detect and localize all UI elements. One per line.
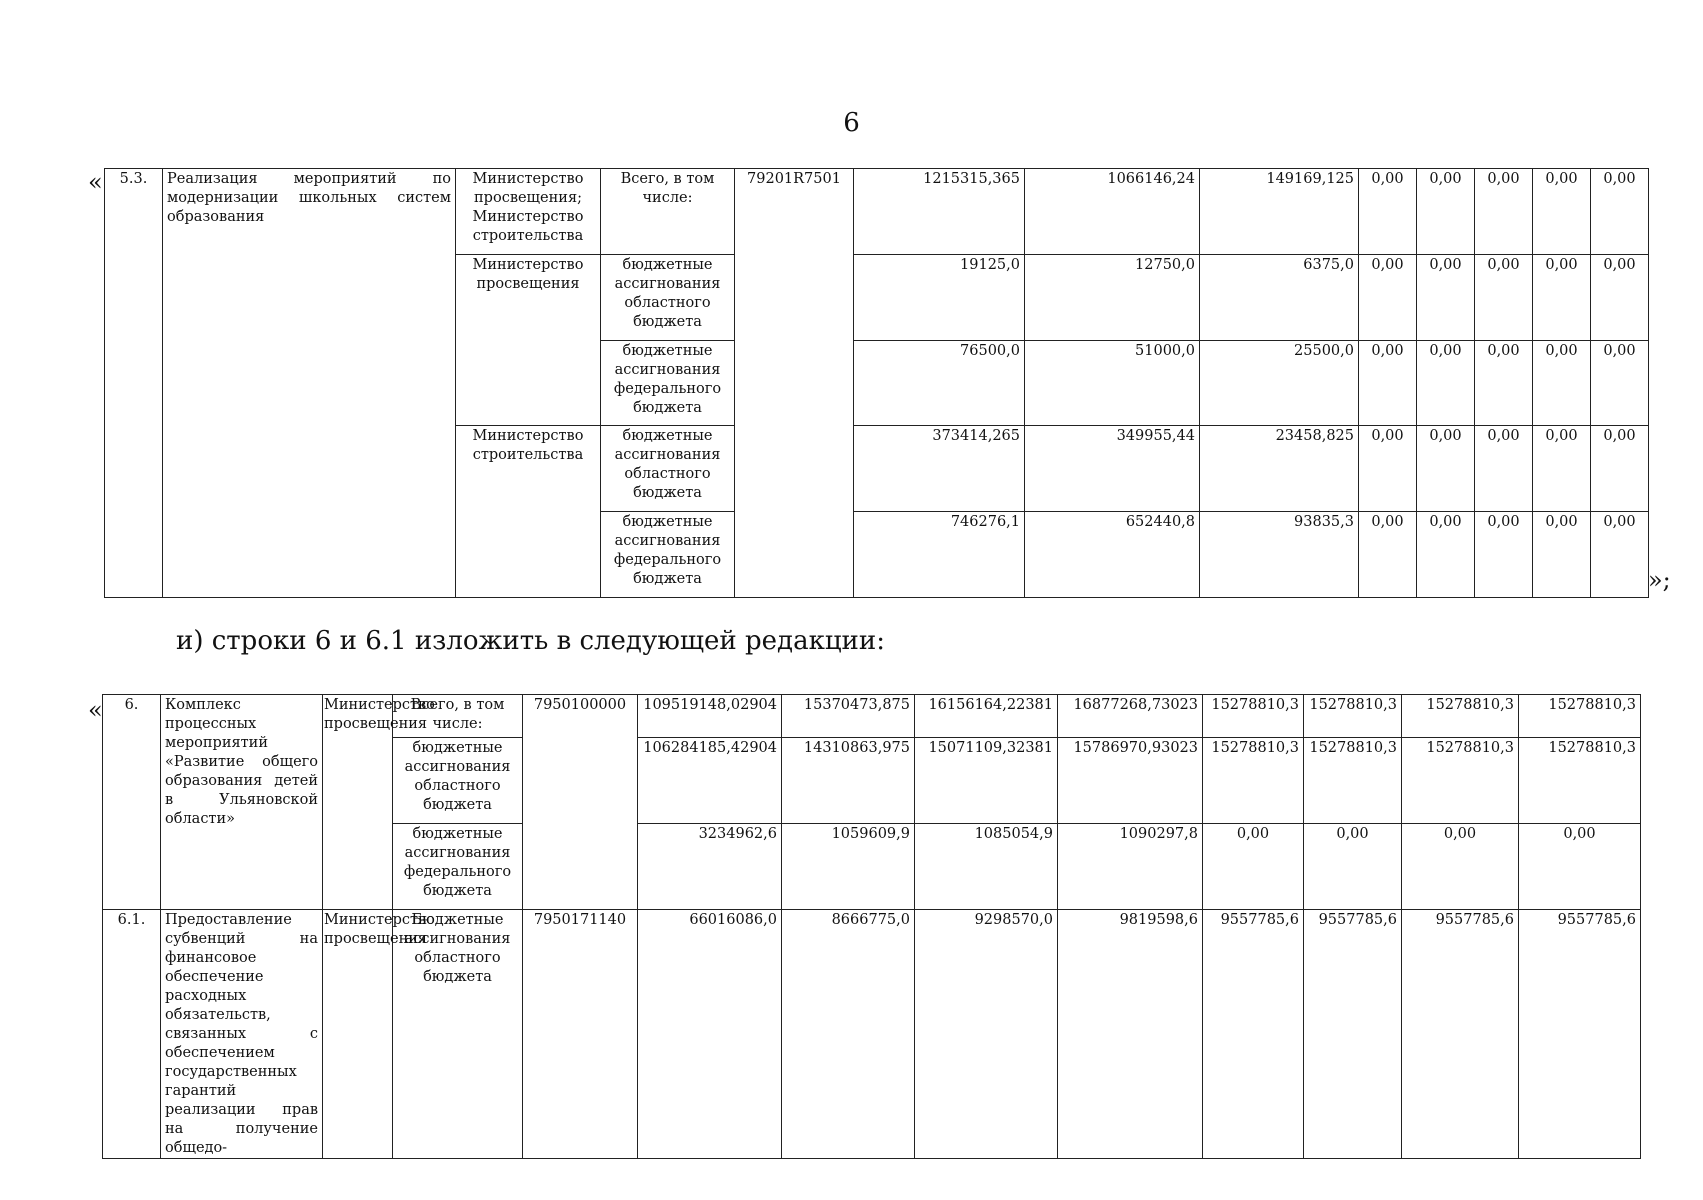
code-cell: 7950100000 bbox=[523, 695, 638, 910]
value-cell: 0,00 bbox=[1591, 426, 1649, 512]
measure-name: Комплекс процессных мероприятий «Развитие общего образования детей в Ульяновской области» bbox=[161, 695, 323, 910]
value-cell: 14310863,975 bbox=[782, 738, 915, 824]
source-cell: бюджетные ассигнования областного бюджета bbox=[393, 738, 523, 824]
value-cell: 0,00 bbox=[1475, 341, 1533, 426]
value-cell: 15278810,3 bbox=[1304, 738, 1402, 824]
value-cell: 0,00 bbox=[1591, 341, 1649, 426]
value-cell: 15370473,875 bbox=[782, 695, 915, 738]
code-cell: 7950171140 bbox=[523, 910, 638, 1159]
value-cell: 0,00 bbox=[1475, 512, 1533, 598]
value-cell: 93835,3 bbox=[1200, 512, 1359, 598]
value-cell: 1090297,8 bbox=[1058, 824, 1203, 910]
value-cell: 0,00 bbox=[1475, 255, 1533, 341]
value-cell: 6375,0 bbox=[1200, 255, 1359, 341]
table-row-5-3 bbox=[104, 168, 1649, 598]
value-cell: 0,00 bbox=[1359, 255, 1417, 341]
executor-cell: Министерство просвещения; Министерство строительства bbox=[456, 169, 601, 255]
value-cell: 9557785,6 bbox=[1304, 910, 1402, 1159]
source-cell: бюджетные ассигнования федерального бюджета bbox=[601, 341, 735, 426]
value-cell: 8666775,0 bbox=[782, 910, 915, 1159]
value-cell: 9557785,6 bbox=[1519, 910, 1641, 1159]
value-cell: 0,00 bbox=[1533, 255, 1591, 341]
value-cell: 109519148,02904 bbox=[638, 695, 782, 738]
value-cell: 0,00 bbox=[1533, 426, 1591, 512]
value-cell: 373414,265 bbox=[854, 426, 1025, 512]
executor-cell: Министерство просвещения bbox=[323, 910, 393, 1159]
value-cell: 15278810,3 bbox=[1402, 695, 1519, 738]
source-cell: Всего, в том числе: bbox=[393, 695, 523, 738]
measure-name: Реализация мероприятий по модернизации школьных систем образования bbox=[163, 169, 456, 598]
value-cell: 149169,125 bbox=[1200, 169, 1359, 255]
value-cell: 15278810,3 bbox=[1519, 738, 1641, 824]
value-cell: 9557785,6 bbox=[1402, 910, 1519, 1159]
value-cell: 0,00 bbox=[1402, 824, 1519, 910]
value-cell: 19125,0 bbox=[854, 255, 1025, 341]
value-cell: 0,00 bbox=[1203, 824, 1304, 910]
value-cell: 3234962,6 bbox=[638, 824, 782, 910]
value-cell: 0,00 bbox=[1359, 169, 1417, 255]
value-cell: 25500,0 bbox=[1200, 341, 1359, 426]
source-cell: бюджетные ассигнования федерального бюджета bbox=[393, 824, 523, 910]
value-cell: 9298570,0 bbox=[915, 910, 1058, 1159]
value-cell: 0,00 bbox=[1591, 255, 1649, 341]
table-rows-6 bbox=[102, 694, 1641, 1159]
value-cell: 0,00 bbox=[1533, 512, 1591, 598]
value-cell: 66016086,0 bbox=[638, 910, 782, 1159]
value-cell: 1066146,24 bbox=[1025, 169, 1200, 255]
value-cell: 15278810,3 bbox=[1519, 695, 1641, 738]
executor-cell: Министерство просвещения bbox=[456, 255, 601, 426]
value-cell: 0,00 bbox=[1591, 512, 1649, 598]
value-cell: 0,00 bbox=[1475, 426, 1533, 512]
table-row bbox=[103, 910, 1641, 1159]
value-cell: 0,00 bbox=[1359, 341, 1417, 426]
value-cell: 1059609,9 bbox=[782, 824, 915, 910]
value-cell: 0,00 bbox=[1359, 426, 1417, 512]
value-cell: 9819598,6 bbox=[1058, 910, 1203, 1159]
value-cell: 15278810,3 bbox=[1304, 695, 1402, 738]
value-cell: 15786970,93023 bbox=[1058, 738, 1203, 824]
value-cell: 746276,1 bbox=[854, 512, 1025, 598]
value-cell: 15278810,3 bbox=[1402, 738, 1519, 824]
open-quote-2: « bbox=[88, 696, 103, 724]
value-cell: 23458,825 bbox=[1200, 426, 1359, 512]
value-cell: 9557785,6 bbox=[1203, 910, 1304, 1159]
source-cell: Всего, в том числе: bbox=[601, 169, 735, 255]
value-cell: 106284185,42904 bbox=[638, 738, 782, 824]
source-cell: бюджетные ассигнования областного бюджета bbox=[601, 255, 735, 341]
table-row bbox=[103, 695, 1641, 738]
value-cell: 0,00 bbox=[1591, 169, 1649, 255]
row-number: 5.3. bbox=[105, 169, 163, 598]
close-quote: »; bbox=[1648, 566, 1671, 594]
instruction-text: и) строки 6 и 6.1 изложить в следующей редакции: bbox=[176, 626, 885, 656]
value-cell: 0,00 bbox=[1417, 426, 1475, 512]
value-cell: 0,00 bbox=[1533, 169, 1591, 255]
executor-cell: Министерство строительства bbox=[456, 426, 601, 598]
value-cell: 15278810,3 bbox=[1203, 738, 1304, 824]
value-cell: 0,00 bbox=[1417, 255, 1475, 341]
value-cell: 652440,8 bbox=[1025, 512, 1200, 598]
row-number: 6. bbox=[103, 695, 161, 910]
value-cell: 76500,0 bbox=[854, 341, 1025, 426]
value-cell: 15071109,32381 bbox=[915, 738, 1058, 824]
value-cell: 0,00 bbox=[1533, 341, 1591, 426]
value-cell: 1085054,9 bbox=[915, 824, 1058, 910]
row-number: 6.1. bbox=[103, 910, 161, 1159]
value-cell: 0,00 bbox=[1304, 824, 1402, 910]
source-cell: бюджетные ассигнования федерального бюджета bbox=[601, 512, 735, 598]
value-cell: 16156164,22381 bbox=[915, 695, 1058, 738]
value-cell: 0,00 bbox=[1417, 341, 1475, 426]
value-cell: 15278810,3 bbox=[1203, 695, 1304, 738]
code-cell: 79201R7501 bbox=[735, 169, 854, 598]
source-cell: Бюджетные ассигнования областного бюджета bbox=[393, 910, 523, 1159]
value-cell: 16877268,73023 bbox=[1058, 695, 1203, 738]
value-cell: 0,00 bbox=[1417, 169, 1475, 255]
value-cell: 349955,44 bbox=[1025, 426, 1200, 512]
value-cell: 0,00 bbox=[1475, 169, 1533, 255]
value-cell: 1215315,365 bbox=[854, 169, 1025, 255]
measure-name: Предоставление субвенций на финансовое обеспечение расходных обязательств, связанных с обеспечением государственных гарантий реализации прав на получение общедо- bbox=[161, 910, 323, 1159]
value-cell: 0,00 bbox=[1359, 512, 1417, 598]
value-cell: 51000,0 bbox=[1025, 341, 1200, 426]
open-quote: « bbox=[88, 168, 103, 196]
executor-cell: Министерство просвещения bbox=[323, 695, 393, 910]
value-cell: 12750,0 bbox=[1025, 255, 1200, 341]
source-cell: бюджетные ассигнования областного бюджета bbox=[601, 426, 735, 512]
page-number: 6 bbox=[843, 108, 860, 138]
table-row bbox=[105, 169, 1649, 255]
value-cell: 0,00 bbox=[1519, 824, 1641, 910]
value-cell: 0,00 bbox=[1417, 512, 1475, 598]
